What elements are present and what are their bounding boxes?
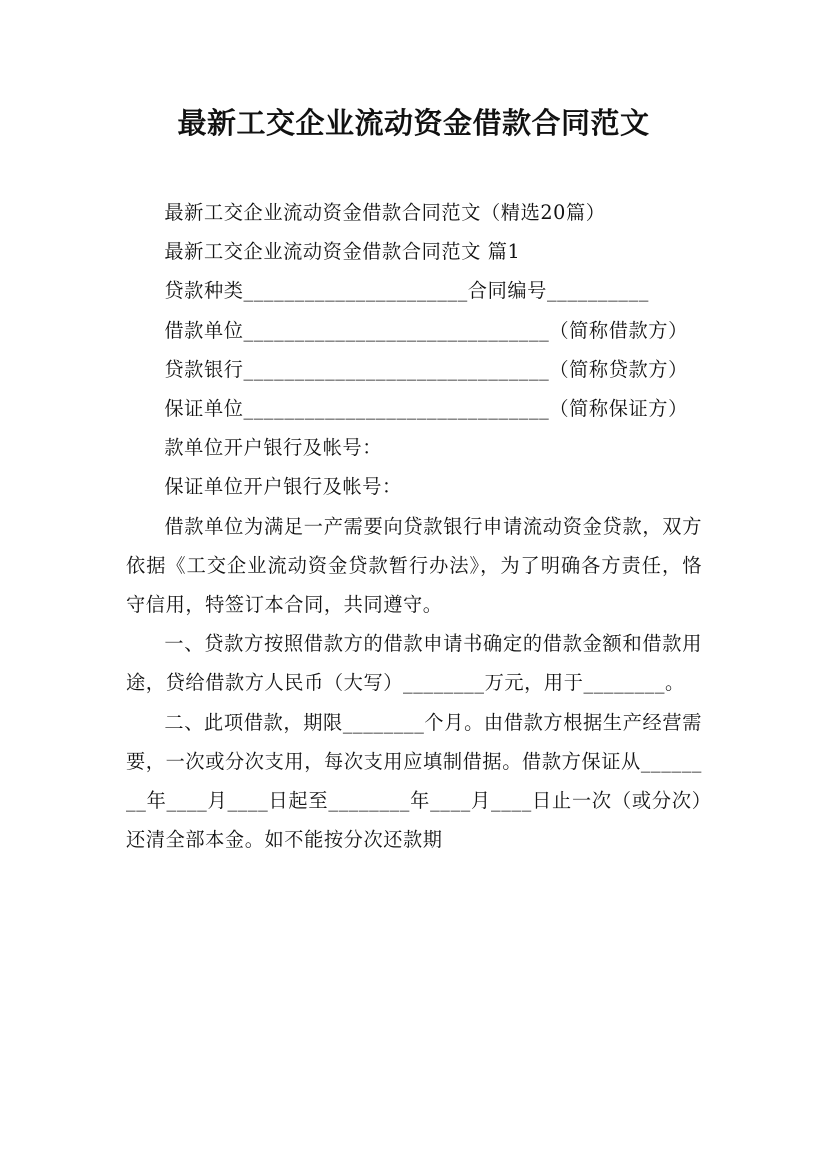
paragraph-heading-1: 最新工交企业流动资金借款合同范文 篇1 bbox=[164, 240, 521, 264]
paragraph-borrower-account: 款单位开户银行及帐号： bbox=[164, 436, 383, 460]
document-body bbox=[126, 193, 702, 859]
document-title: 最新工交企业流动资金借款合同范文 bbox=[177, 106, 650, 140]
paragraph-intro: 最新工交企业流动资金借款合同范文（精选20篇） bbox=[164, 201, 606, 224]
paragraph-purpose: 借款单位为满足一产需要向贷款银行申请流动资金贷款，双方依据《工交企业流动资金贷款暂行办法》，为了明确各方责任，恪守信用，特签订本合同，共同遵守。 bbox=[126, 514, 702, 617]
paragraph-borrower: 借款单位______________________________（简称借款方） bbox=[164, 318, 688, 342]
paragraph-clause-2: 二、此项借款，期限________个月。由借款方根据生产经营需要，一次或分次支用，每次支用应填制借据。借款方保证从________年____月____日起至________年____月____日止一次（或分次）还清全部本金。如不能按分次还款期 bbox=[126, 710, 702, 852]
paragraph-guarantor-account: 保证单位开户银行及帐号： bbox=[164, 475, 402, 499]
paragraph-clause-1: 一、贷款方按照借款方的借款申请书确定的借款金额和借款用途，贷给借款方人民币（大写）________万元，用于________。 bbox=[126, 632, 702, 695]
paragraph-lender: 贷款银行______________________________（简称贷款方） bbox=[164, 357, 688, 381]
paragraph-loan-type: 贷款种类______________________合同编号__________ bbox=[164, 279, 649, 303]
paragraph-guarantor: 保证单位______________________________（简称保证方） bbox=[164, 397, 688, 421]
